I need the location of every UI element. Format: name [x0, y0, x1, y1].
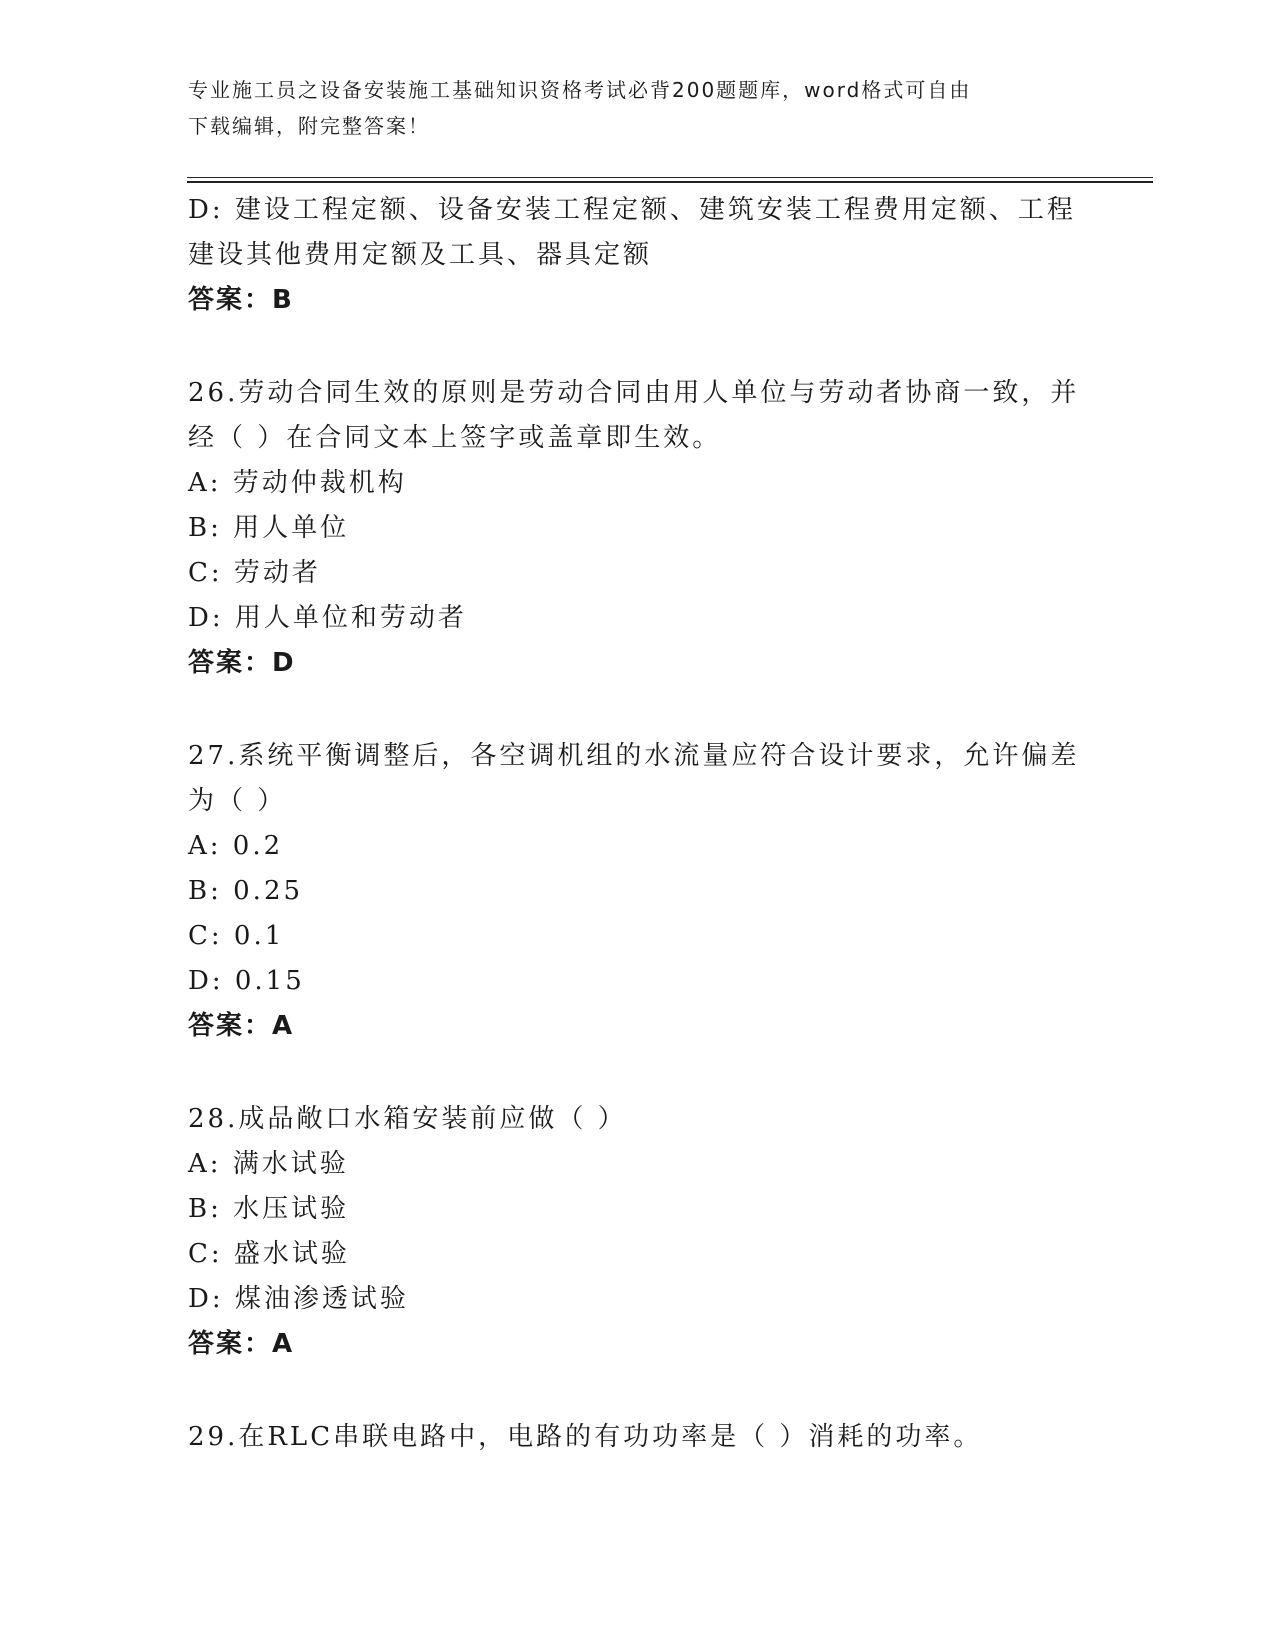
header-text-line-2: 下载编辑，附完整答案！	[188, 114, 430, 138]
option-c: C: 盛水试验	[188, 1239, 350, 1269]
document-header	[188, 72, 1068, 144]
question-28	[188, 1097, 1078, 1367]
question-27	[188, 734, 1078, 1049]
option-a: A: 满水试验	[188, 1149, 349, 1179]
answer-label: 答案：	[188, 285, 273, 315]
document-body	[188, 188, 1078, 1460]
option-d-line-2: 建设其他费用定额及工具、器具定额	[188, 240, 653, 270]
question-stem-line-1: 26.劳动合同生效的原则是劳动合同由用人单位与劳动者协商一致，并	[188, 378, 1080, 408]
question-stem-line-1: 28.成品敞口水箱安装前应做（ ）	[188, 1104, 627, 1134]
option-a: A: 劳动仲裁机构	[188, 468, 407, 498]
answer-value: D	[272, 648, 296, 678]
answer-label: 答案：	[188, 648, 273, 678]
option-d: D: 煤油渗透试验	[188, 1284, 409, 1314]
answer-value: A	[272, 1329, 295, 1359]
option-b: B: 水压试验	[188, 1194, 350, 1224]
option-d-line-1: D: 建设工程定额、设备安装工程定额、建筑安装工程费用定额、工程	[188, 195, 1076, 225]
answer-line	[188, 278, 1078, 323]
header-divider	[187, 177, 1153, 183]
option-c: C: 0.1	[188, 921, 285, 951]
answer-value: A	[272, 1011, 295, 1041]
option-c: C: 劳动者	[188, 558, 321, 588]
question-26	[188, 371, 1078, 686]
option-d: D: 用人单位和劳动者	[188, 603, 467, 633]
answer-label: 答案：	[188, 1329, 273, 1359]
question-stem-line-1: 27.系统平衡调整后，各空调机组的水流量应符合设计要求，允许偏差	[188, 741, 1080, 771]
question-stem-line-2: 经（ ）在合同文本上签字或盖章即生效。	[188, 423, 722, 453]
answer-label: 答案：	[188, 1011, 273, 1041]
header-text-line-1: 专业施工员之设备安装施工基础知识资格考试必背200题题库，word格式可自由	[188, 78, 972, 102]
option-b: B: 0.25	[188, 876, 304, 906]
answer-line	[188, 641, 1078, 686]
answer-line	[188, 1004, 1078, 1049]
option-d: D: 0.15	[188, 966, 305, 996]
question-stem-line-2: 为（ ）	[188, 786, 287, 816]
option-b: B: 用人单位	[188, 513, 350, 543]
answer-value: B	[272, 285, 294, 315]
answer-line	[188, 1322, 1078, 1367]
previous-question-tail	[188, 188, 1078, 323]
question-stem-line-1: 29.在RLC串联电路中，电路的有功功率是（ ）消耗的功率。	[188, 1422, 983, 1452]
question-29	[188, 1415, 1078, 1460]
option-a: A: 0.2	[188, 831, 284, 861]
